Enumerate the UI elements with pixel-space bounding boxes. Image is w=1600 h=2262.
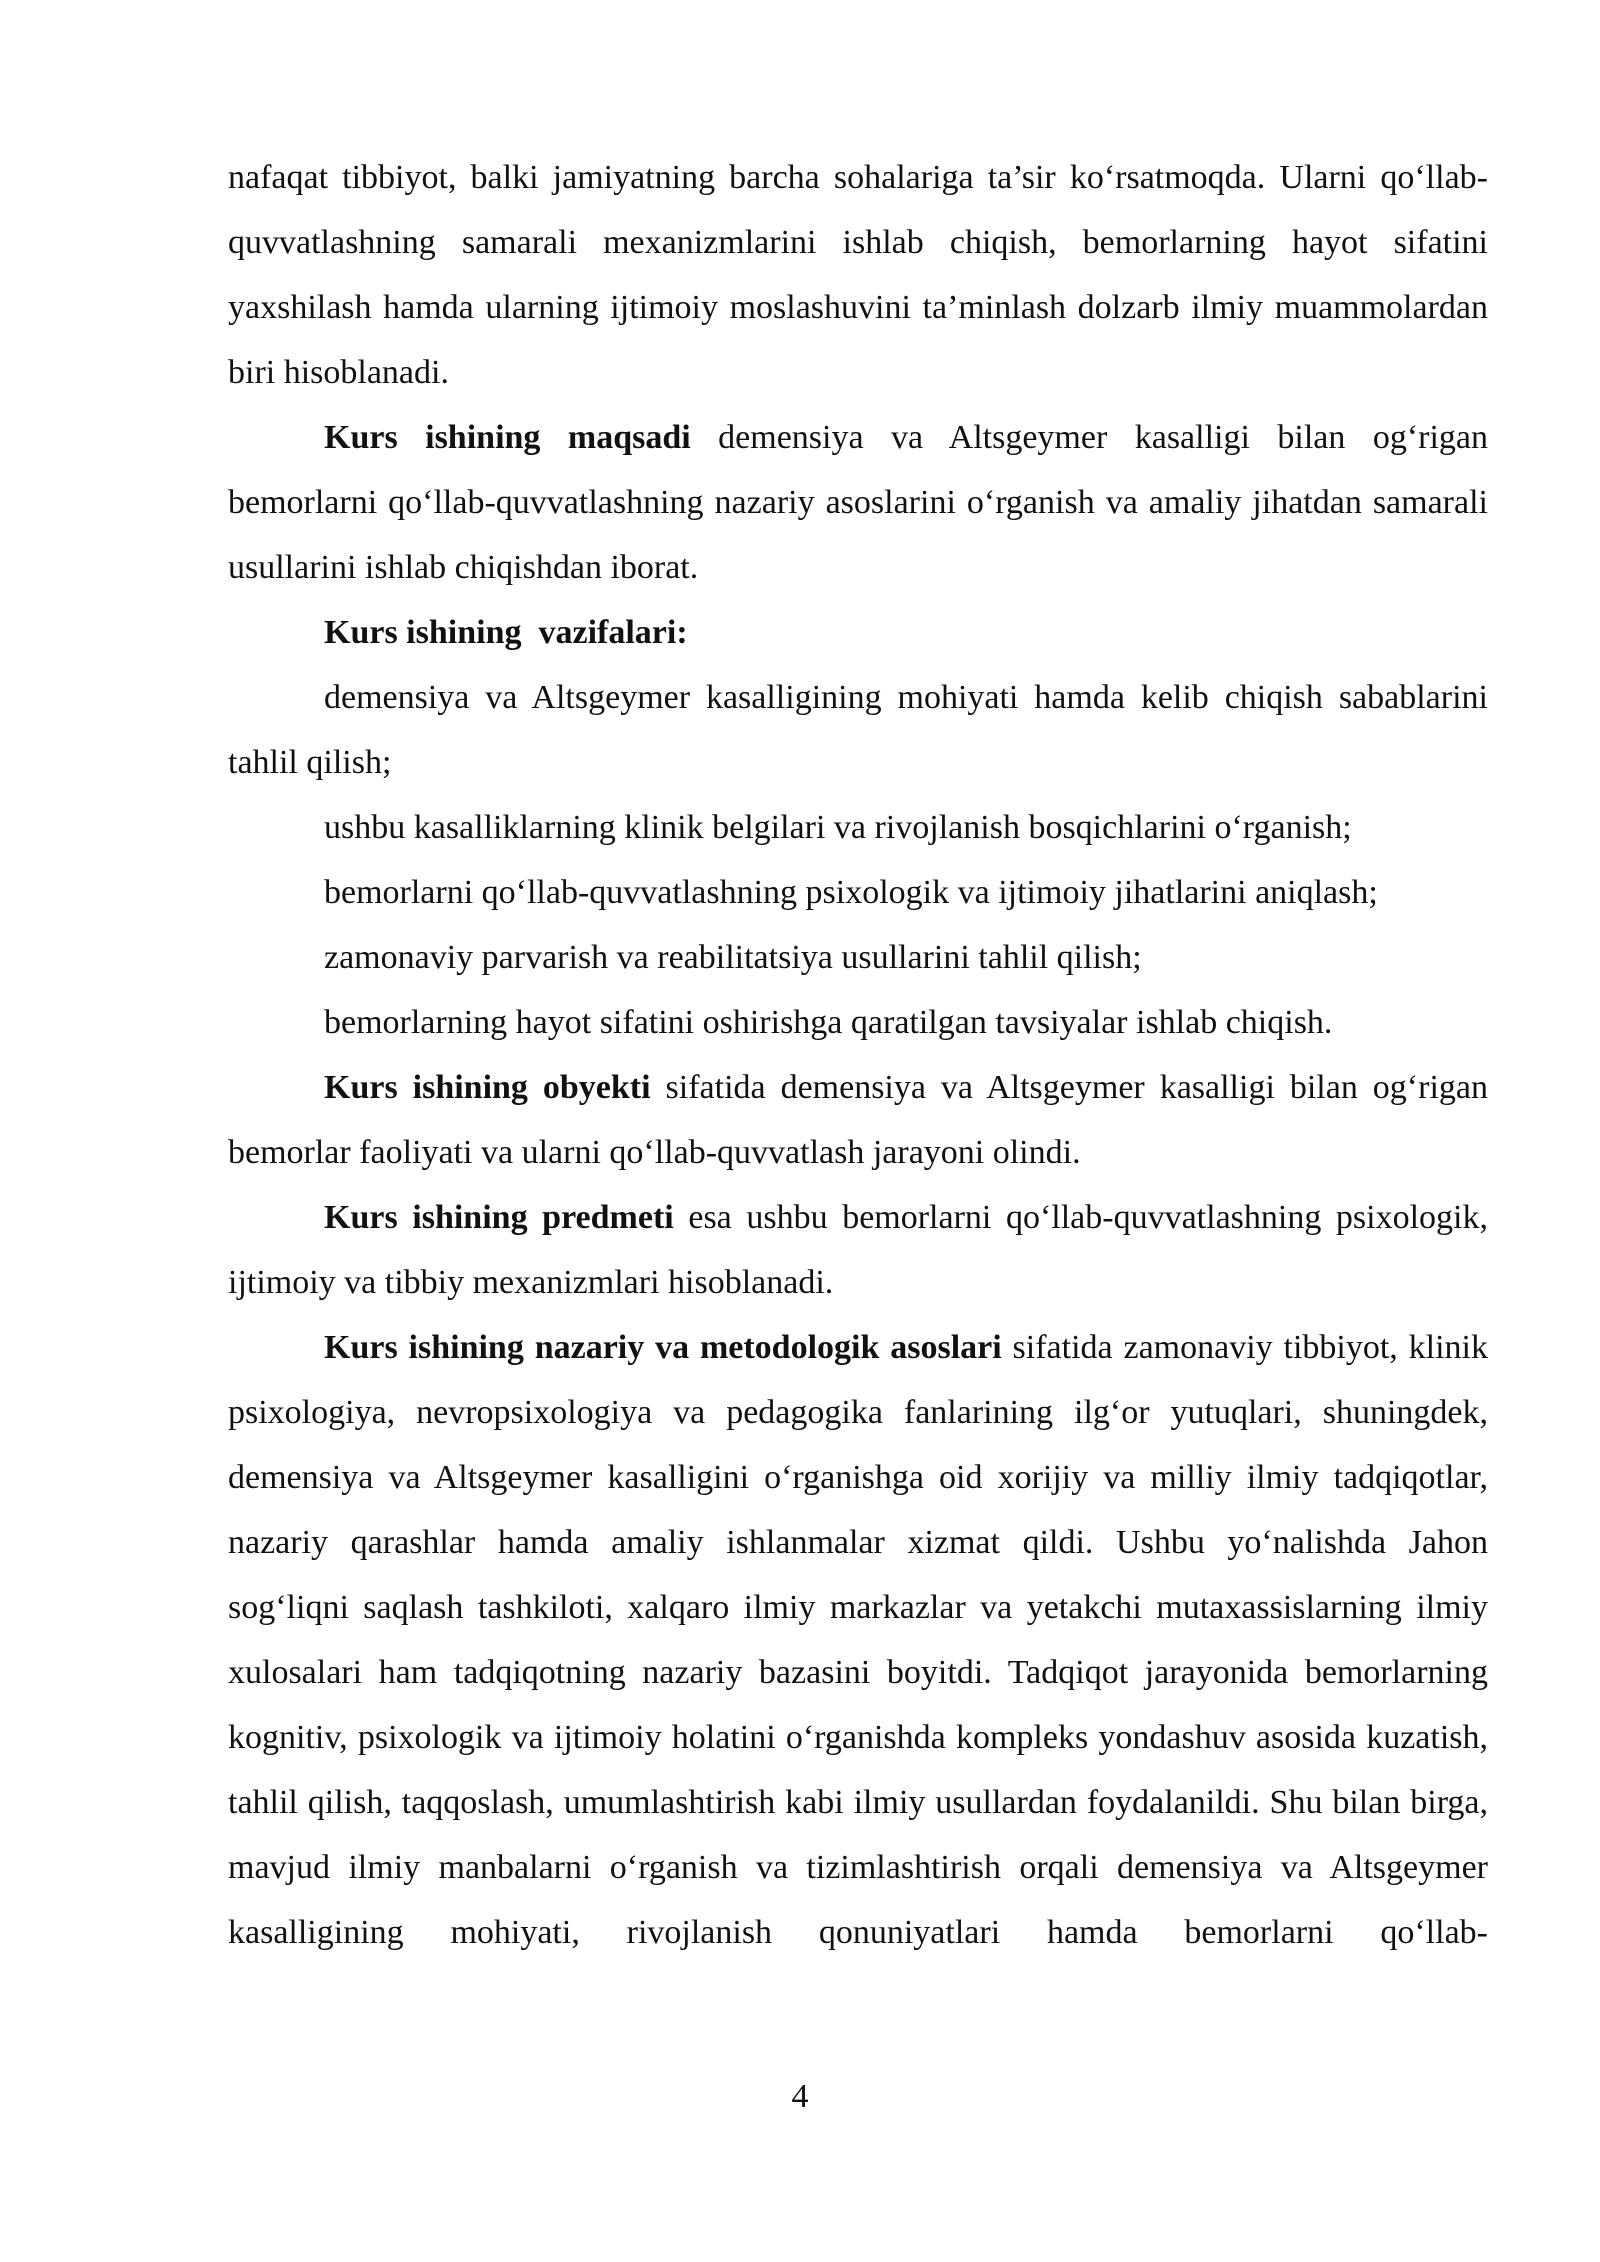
paragraph-intro-continuation [228,145,1488,405]
paragraph-aim [228,405,1488,600]
task-item [228,925,1488,990]
task-item [228,665,1488,795]
task-item [228,990,1488,1055]
paragraph-object [228,1055,1488,1185]
paragraph-text: nafaqat tibbiyot, balki jamiyatning barcha sohalariga ta’sir ko‘rsatmoqda. Ularni qo‘llab-quvvatlashning samarali mexanizmlarini ishlab chiqish, bemorlarning hayot sifatini yaxshilash hamda ularning ijtimoiy moslashuvini ta’minlash dolzarb ilmiy muammolardan biri hisoblanadi. [228,159,1488,391]
body-text [228,145,1488,1965]
paragraph-subject [228,1185,1488,1315]
task-text: zamonaviy parvarish va reabilitatsiya usullarini tahlil qilish; [324,939,1142,976]
object-heading: Kurs ishining obyekti [324,1069,651,1106]
task-text: demensiya va Altsgeymer kasalligining mohiyati hamda kelib chiqish sabablarini tahlil qilish; [228,679,1488,781]
paragraph-methodology [228,1315,1488,1965]
object-text: sifatida demensiya va Altsgeymer kasalligi bilan og‘rigan bemorlar faoliyati va ularni qo‘llab-quvvatlash jarayoni olindi. [228,1069,1488,1171]
methodology-text: sifatida zamonaviy tibbiyot, klinik psixologiya, nevropsixologiya va pedagogika fanlarining ilg‘or yutuqlari, shuningdek, demensiya va Altsgeymer kasalligini o‘rganishga oid xorijiy va milliy ilmiy tadqiqotlar, nazariy qarashlar hamda amaliy ishlanmalar xizmat qildi. Ushbu yo‘nalishda Jahon sog‘liqni saqlash tashkiloti, xalqaro ilmiy markazlar va yetakchi mutaxassislarning ilmiy xulosalari ham tadqiqotning nazariy bazasini boyitdi. Tadqiqot jarayonida bemorlarning kognitiv, psixologik va ijtimoiy holatini o‘rganishda kompleks yondashuv asosida kuzatish, tahlil qilish, taqqoslash, umumlashtirish kabi ilmiy usullardan foydalanildi. Shu bilan birga, mavjud ilmiy manbalarni o‘rganish va tizimlashtirish orqali demensiya va Altsgeymer kasalligining mohiyati, rivojlanish qonuniyatlari hamda bemorlarni qo‘llab- [228,1329,1488,1951]
task-item [228,860,1488,925]
methodology-heading: Kurs ishining nazariy va metodologik asoslari [324,1329,1002,1366]
subject-heading: Kurs ishining predmeti [324,1199,674,1236]
task-text: bemorlarning hayot sifatini oshirishga qaratilgan tavsiyalar ishlab chiqish. [324,1004,1333,1041]
aim-text: demensiya va Altsgeymer kasalligi bilan og‘rigan bemorlarni qo‘llab-quvvatlashning nazariy asoslarini o‘rganish va amaliy jihatdan samarali usullarini ishlab chiqishdan iborat. [228,419,1489,586]
task-item [228,795,1488,860]
subject-text: esa ushbu bemorlarni qo‘llab-quvvatlashning psixologik, ijtimoiy va tibbiy mexanizmlari hisoblanadi. [228,1199,1489,1301]
aim-heading: Kurs ishining maqsadi [324,419,691,456]
paragraph-tasks-heading [228,600,1488,665]
task-text: bemorlarni qo‘llab-quvvatlashning psixologik va ijtimoiy jihatlarini aniqlash; [324,874,1378,911]
tasks-heading: Kurs ishining vazifalari: [324,614,688,651]
task-text: ushbu kasalliklarning klinik belgilari va rivojlanish bosqichlarini o‘rganish; [324,809,1352,846]
page-number: 4 [791,2078,809,2115]
